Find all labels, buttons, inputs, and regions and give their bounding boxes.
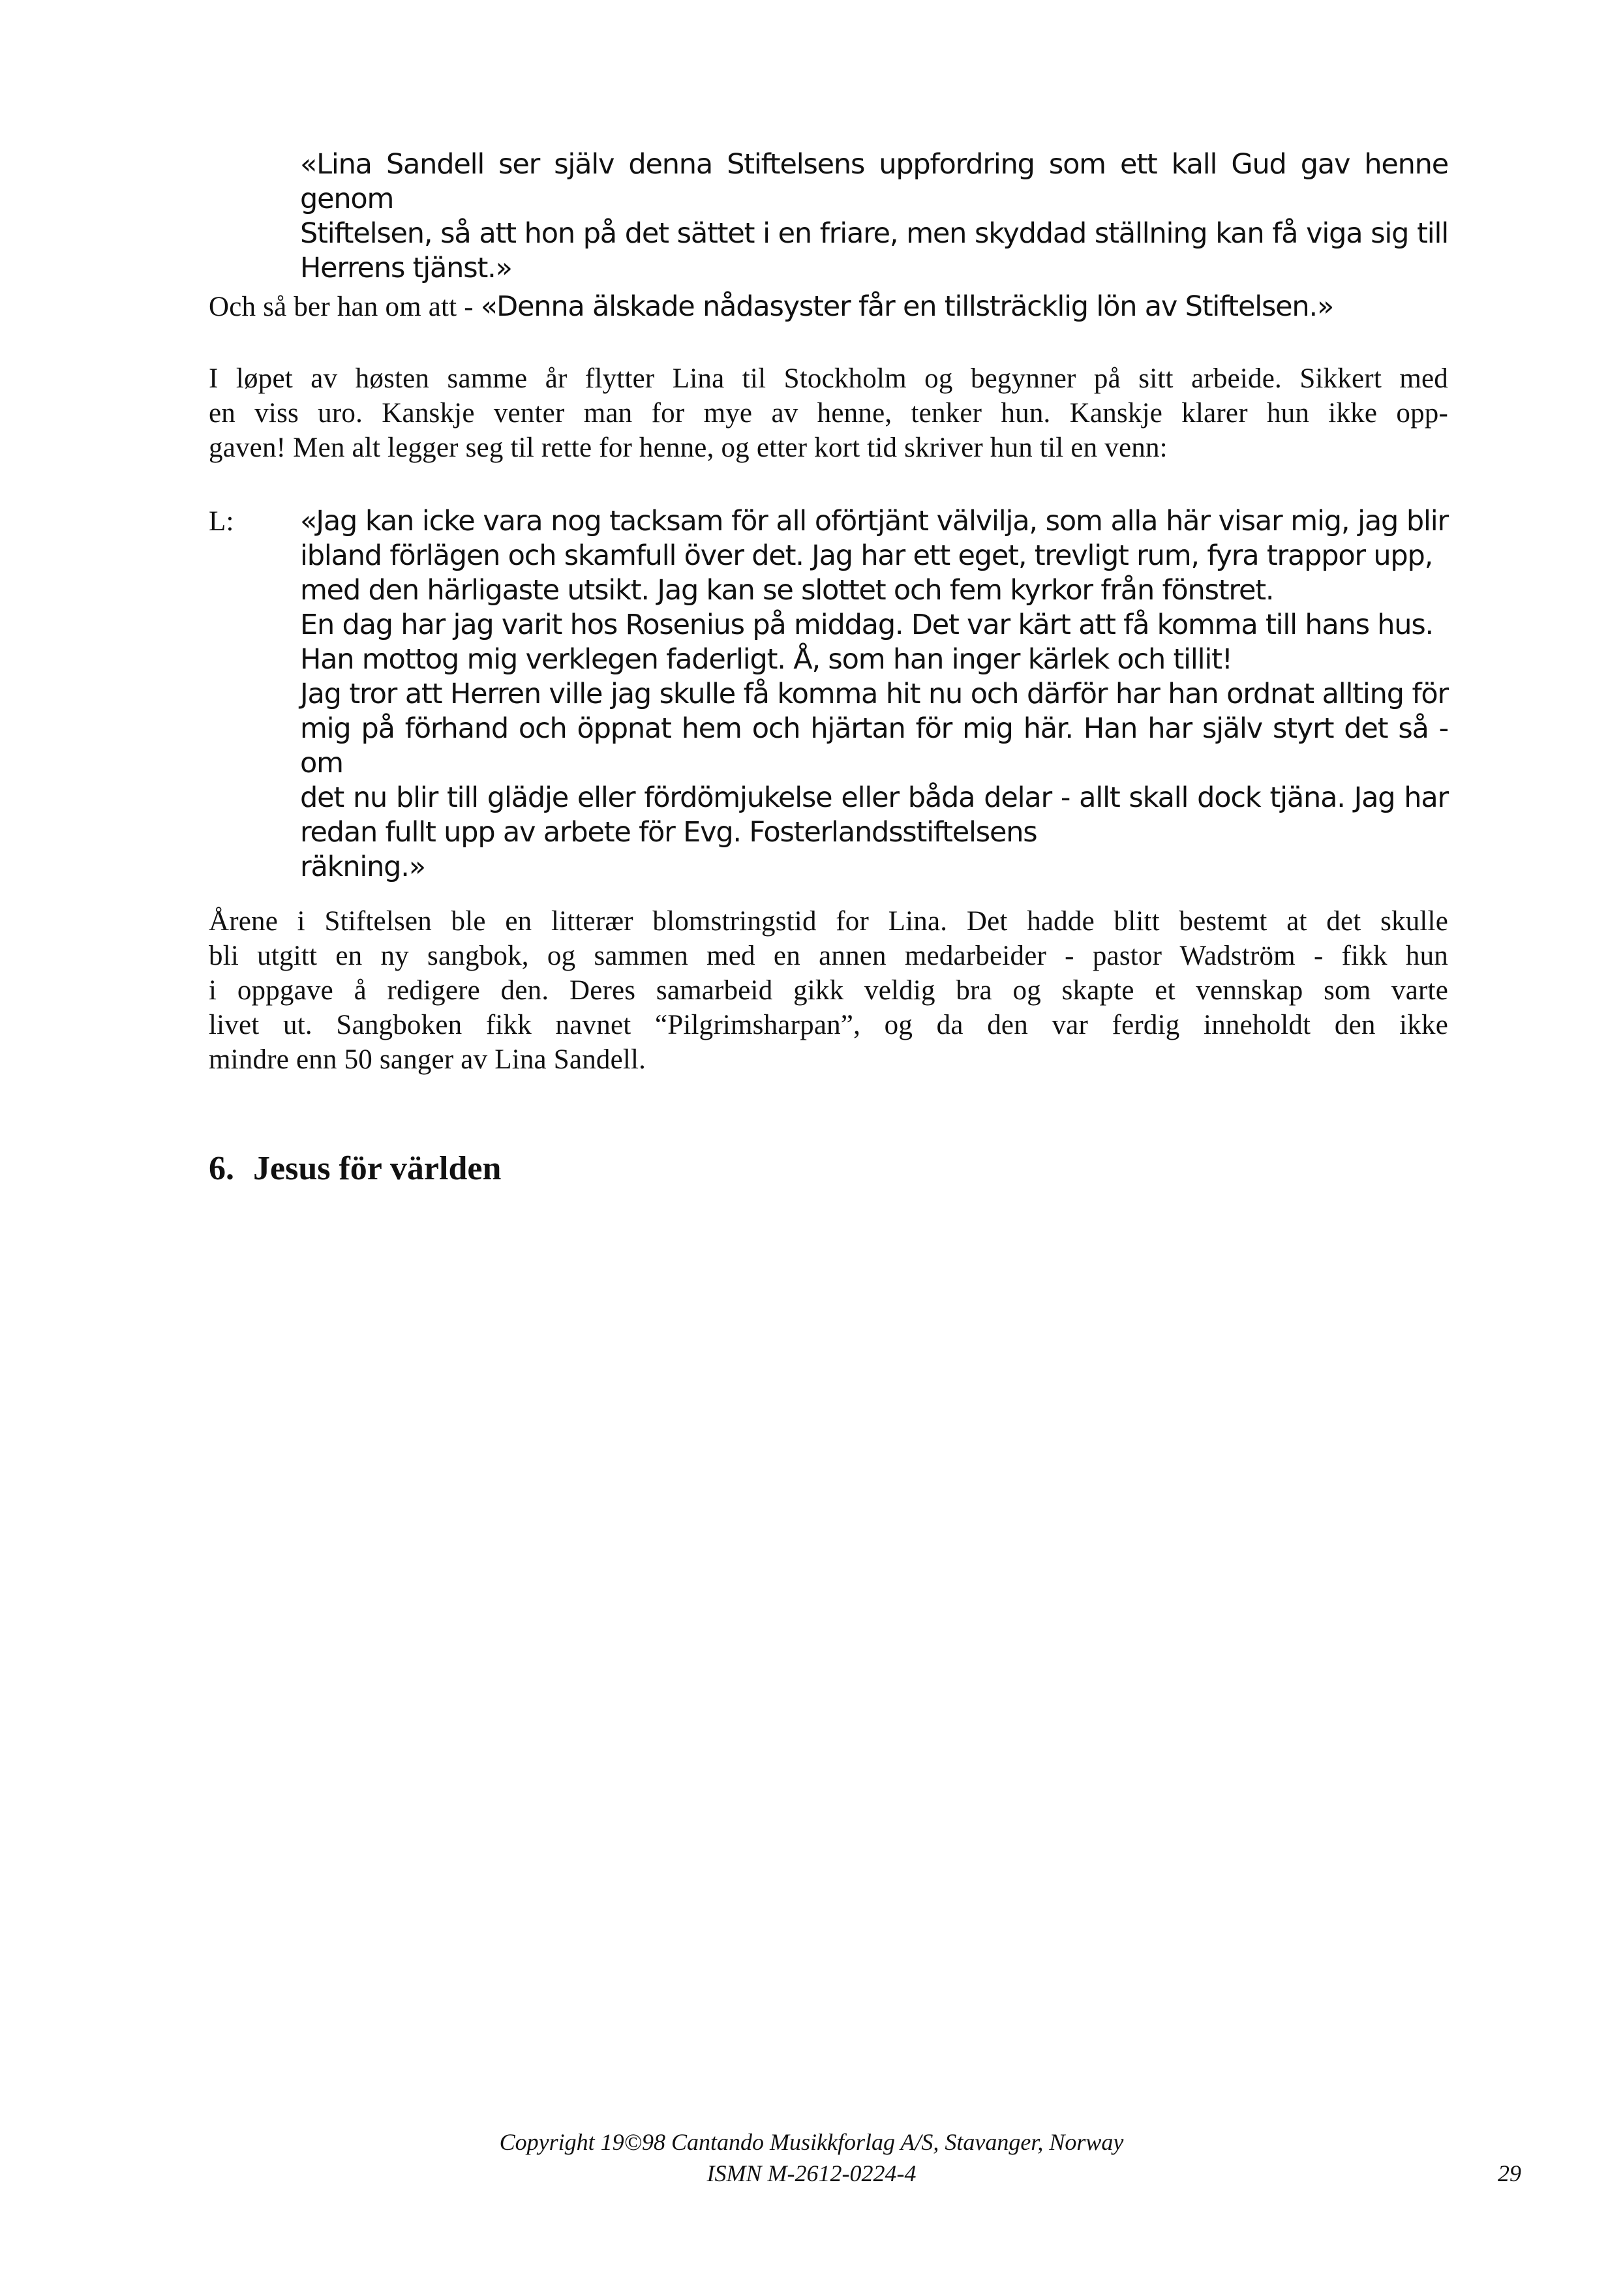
paragraph-line: livet ut. Sangboken fikk navnet “Pilgrimsharpan”, og da den var ferdig inneholdt den ikke: [209, 1010, 1448, 1040]
page-footer: [0, 2126, 1623, 2189]
letter-label: L:: [209, 506, 234, 537]
quote-line: «Lina Sandell ser själv denna Stiftelsens uppfordring som ett kall Gud gav henne genom: [300, 148, 1448, 215]
paragraph-line: gaven! Men alt legger seg til rette for henne, og etter kort tid skriver hun til en venn:: [209, 432, 1168, 463]
paragraph-text: Och så ber han om att -: [209, 292, 481, 322]
letter-line: med den härligaste utsikt. Jag kan se slottet och fem kyrkor från fönstret.: [300, 574, 1274, 607]
page-number: 29: [1498, 2160, 1521, 2186]
paragraph-line: en viss uro. Kanskje venter man for mye av henne, tenker hun. Kanskje klarer hun ikke opp-: [209, 398, 1448, 429]
quote-line: Stiftelsen, så att hon på det sättet i en friare, men skyddad ställning kan få viga sig till: [300, 217, 1448, 250]
paragraph-line: bli utgitt en ny sangbok, og sammen med en annen medarbeider - pastor Wadström - fikk hun: [209, 941, 1448, 971]
letter-line: redan fullt upp av arbete för Evg. Fosterlandsstiftelsens: [300, 816, 1037, 849]
section-heading: [209, 1148, 501, 1190]
inline-quote: «Denna älskade nådasyster får en tillsträcklig lön av Stiftelsen.»: [480, 290, 1334, 323]
quote-block: [300, 147, 1448, 286]
section-title: Jesus för världen: [253, 1150, 502, 1187]
paragraph-line: I løpet av høsten samme år flytter Lina til Stockholm og begynner på sitt arbeide. Sikkert med: [209, 363, 1448, 394]
paragraph: [209, 904, 1448, 1077]
quote-line: Herrens tjänst.»: [300, 252, 512, 284]
letter-line: mig på förhand och öppnat hem och hjärtan för mig här. Han har själv styrt det så - om: [300, 712, 1448, 779]
paragraph-line: mindre enn 50 sanger av Lina Sandell.: [209, 1044, 646, 1075]
copyright-notice: Copyright 19©98 Cantando Musikkforlag A/S, Stavanger, Norway: [499, 2129, 1124, 2155]
paragraph-line: Årene i Stiftelsen ble en litterær blomstringstid for Lina. Det hadde blitt bestemt at det skulle: [209, 906, 1448, 937]
section-number: 6.: [209, 1150, 234, 1187]
letter-line: det nu blir till glädje eller fördömjukelse eller båda delar - allt skall dock tjäna. Jag har: [300, 781, 1448, 814]
letter-quote: [300, 504, 1448, 884]
letter-line: ibland förlägen och skamfull över det. Jag har ett eget, trevligt rum, fyra trappor upp,: [300, 539, 1433, 572]
paragraph-line: i oppgave å redigere den. Deres samarbeid gikk veldig bra og skapte et vennskap som varte: [209, 975, 1448, 1006]
paragraph: [209, 361, 1448, 465]
letter-line: Han mottog mig verklegen faderligt. Å, som han inger kärlek och tillit!: [300, 643, 1232, 676]
letter-line: En dag har jag varit hos Rosenius på middag. Det var kärt att få komma till hans hus.: [300, 609, 1434, 641]
paragraph: [209, 290, 1448, 324]
letter-line: räkning.»: [300, 851, 425, 883]
letter-line: «Jag kan icke vara nog tacksam för all oförtjänt välvilja, som alla här visar mig, jag blir: [300, 505, 1448, 537]
letter-line: Jag tror att Herren ville jag skulle få komma hit nu och därför har han ordnat allting för: [300, 678, 1448, 710]
ismn-code: ISMN M-2612-0224-4: [706, 2160, 917, 2186]
